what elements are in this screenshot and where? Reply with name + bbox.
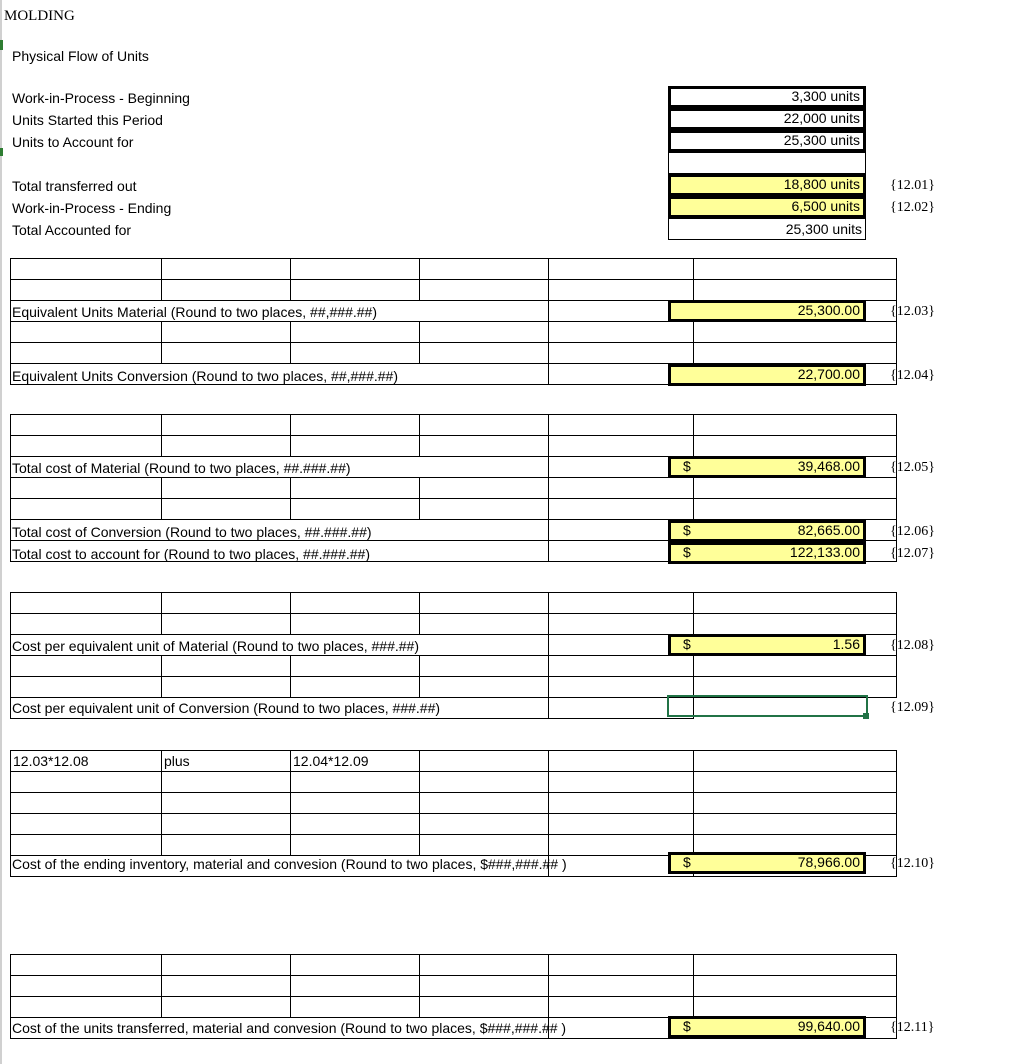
currency-symbol: $ [683, 636, 691, 652]
ref-12-08: {12.08} [890, 638, 935, 653]
ref-12-02: {12.02} [890, 200, 935, 215]
cell-transferred-cost[interactable]: $ 99,640.00 [668, 1016, 866, 1038]
currency-symbol: $ [683, 522, 691, 538]
cell-units-to-account[interactable]: 25,300 units [668, 130, 866, 152]
left-gutter [0, 0, 2, 1064]
gridline-marker [0, 40, 3, 50]
ref-12-03: {12.03} [890, 304, 935, 319]
cell-per-unit-material[interactable]: $ 1.56 [668, 634, 866, 656]
label-ending-inventory: Cost of the ending inventory, material and convesion (Round to two places, $###,###.## ) [12, 856, 567, 872]
label-per-unit-material: Cost per equivalent unit of Material (Round to two places, ###.##) [12, 638, 420, 654]
cell-equiv-conversion[interactable]: 22,700.00 [668, 364, 866, 386]
cell-ending-inventory[interactable]: $ 78,966.00 [668, 852, 866, 874]
label-equiv-material: Equivalent Units Material (Round to two places, ##,###.##) [12, 304, 377, 320]
currency-symbol: $ [683, 544, 691, 560]
label-cost-conversion: Total cost of Conversion (Round to two places, ##.###.##) [12, 524, 372, 540]
ref-12-10: {12.10} [890, 856, 935, 871]
label-wip-ending: Work-in-Process - Ending [12, 200, 172, 216]
currency-symbol: $ [683, 458, 691, 474]
ref-12-01: {12.01} [890, 178, 935, 193]
fill-handle[interactable] [863, 713, 869, 719]
cell-total-accounted[interactable]: 25,300 units [668, 218, 866, 240]
ref-12-04: {12.04} [890, 368, 935, 383]
formula-part2[interactable]: 12.04*12.09 [291, 751, 420, 772]
cell-per-unit-conversion-selected[interactable] [667, 695, 868, 717]
label-equiv-conversion: Equivalent Units Conversion (Round to two places, ##,###.##) [12, 368, 398, 384]
cell-wip-beginning[interactable]: 3,300 units [668, 86, 866, 108]
label-wip-beginning: Work-in-Process - Beginning [12, 90, 190, 106]
cell-equiv-material[interactable]: 25,300.00 [668, 300, 866, 322]
cell-empty[interactable] [668, 152, 866, 174]
ref-12-05: {12.05} [890, 460, 935, 475]
label-cost-total: Total cost to account for (Round to two places, ##.###.##) [12, 546, 370, 562]
cell-cost-conversion[interactable]: $ 82,665.00 [668, 520, 866, 542]
label-units-started: Units Started this Period [12, 112, 163, 128]
gridline-marker [0, 148, 3, 156]
sheet-title: MOLDING [4, 8, 75, 24]
label-units-to-account: Units to Account for [12, 134, 134, 150]
cell-units-started[interactable]: 22,000 units [668, 108, 866, 130]
ref-12-07: {12.07} [890, 546, 935, 561]
cell-transferred-out[interactable]: 18,800 units [668, 174, 866, 196]
label-transferred-cost: Cost of the units transferred, material and convesion (Round to two places, $###,###.## ) [12, 1020, 567, 1036]
label-transferred-out: Total transferred out [12, 178, 137, 194]
currency-symbol: $ [683, 1018, 691, 1034]
cell-wip-ending[interactable]: 6,500 units [668, 196, 866, 218]
currency-symbol: $ [683, 854, 691, 870]
label-total-accounted: Total Accounted for [12, 222, 132, 238]
formula-part1[interactable]: 12.03*12.08 [11, 751, 162, 772]
label-cost-material: Total cost of Material (Round to two places, ##.###.##) [12, 460, 351, 476]
ref-12-09: {12.09} [890, 700, 935, 715]
section-title: Physical Flow of Units [12, 48, 149, 64]
label-per-unit-conversion: Cost per equivalent unit of Conversion (Round to two places, ###.##) [12, 700, 441, 716]
ref-12-06: {12.06} [890, 524, 935, 539]
cell-cost-material[interactable]: $ 39,468.00 [668, 456, 866, 478]
ref-12-11: {12.11} [890, 1020, 935, 1035]
cell-cost-total[interactable]: $ 122,133.00 [668, 542, 866, 564]
formula-op[interactable]: plus [162, 751, 291, 772]
